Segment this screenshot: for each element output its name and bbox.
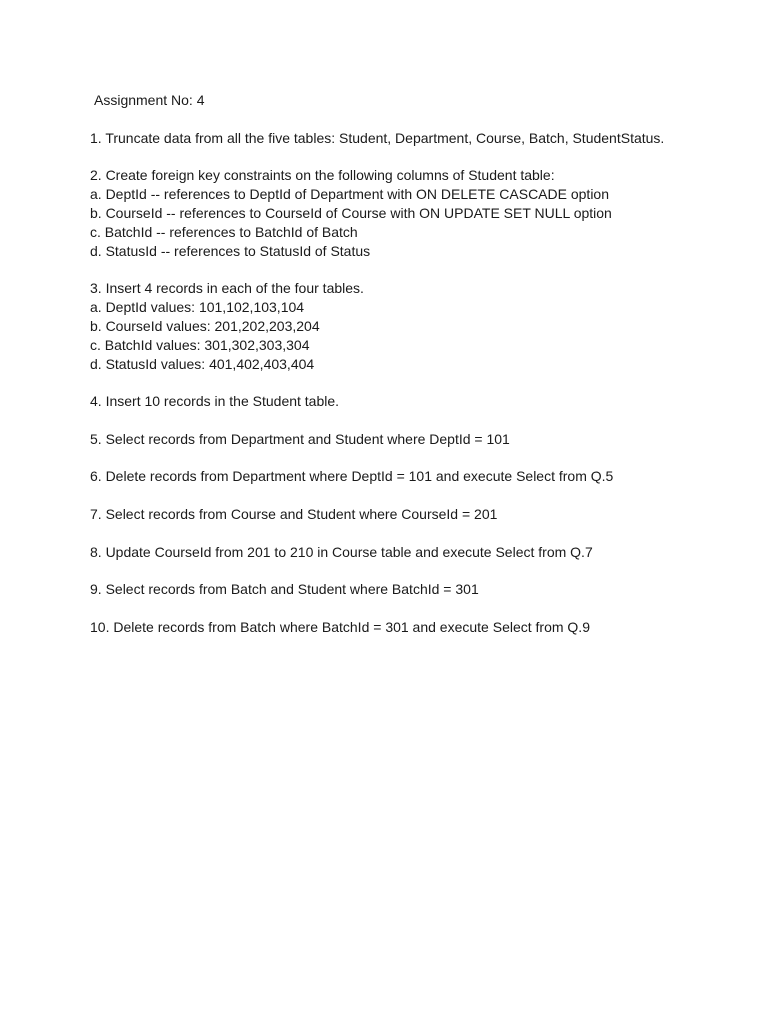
question-3-item-b: b. CourseId values: 201,202,203,204 — [90, 318, 320, 334]
question-2-item-a: a. DeptId -- references to DeptId of Department with ON DELETE CASCADE option — [90, 186, 609, 202]
question-2-item-c: c. BatchId -- references to BatchId of Batch — [90, 224, 358, 240]
question-9: 9. Select records from Batch and Student where BatchId = 301 — [90, 581, 479, 597]
question-6: 6. Delete records from Department where DeptId = 101 and execute Select from Q.5 — [90, 468, 614, 484]
question-1: 1. Truncate data from all the five tables: Student, Department, Course, Batch, StudentStatus. — [90, 130, 665, 146]
question-7: 7. Select records from Course and Student where CourseId = 201 — [90, 506, 498, 522]
question-8: 8. Update CourseId from 201 to 210 in Course table and execute Select from Q.7 — [90, 544, 593, 560]
question-2-item-b: b. CourseId -- references to CourseId of Course with ON UPDATE SET NULL option — [90, 205, 612, 221]
question-10: 10. Delete records from Batch where BatchId = 301 and execute Select from Q.9 — [90, 619, 590, 635]
question-3-item-d: d. StatusId values: 401,402,403,404 — [90, 356, 315, 372]
question-3: 3. Insert 4 records in each of the four tables. — [90, 280, 364, 296]
question-2: 2. Create foreign key constraints on the following columns of Student table: — [90, 167, 555, 183]
question-4: 4. Insert 10 records in the Student table. — [90, 393, 340, 409]
question-3-item-a: a. DeptId values: 101,102,103,104 — [90, 299, 305, 315]
assignment-title: Assignment No: 4 — [94, 92, 205, 108]
question-5: 5. Select records from Department and Student where DeptId = 101 — [90, 431, 510, 447]
question-3-item-c: c. BatchId values: 301,302,303,304 — [90, 337, 310, 353]
question-2-item-d: d. StatusId -- references to StatusId of Status — [90, 243, 371, 259]
